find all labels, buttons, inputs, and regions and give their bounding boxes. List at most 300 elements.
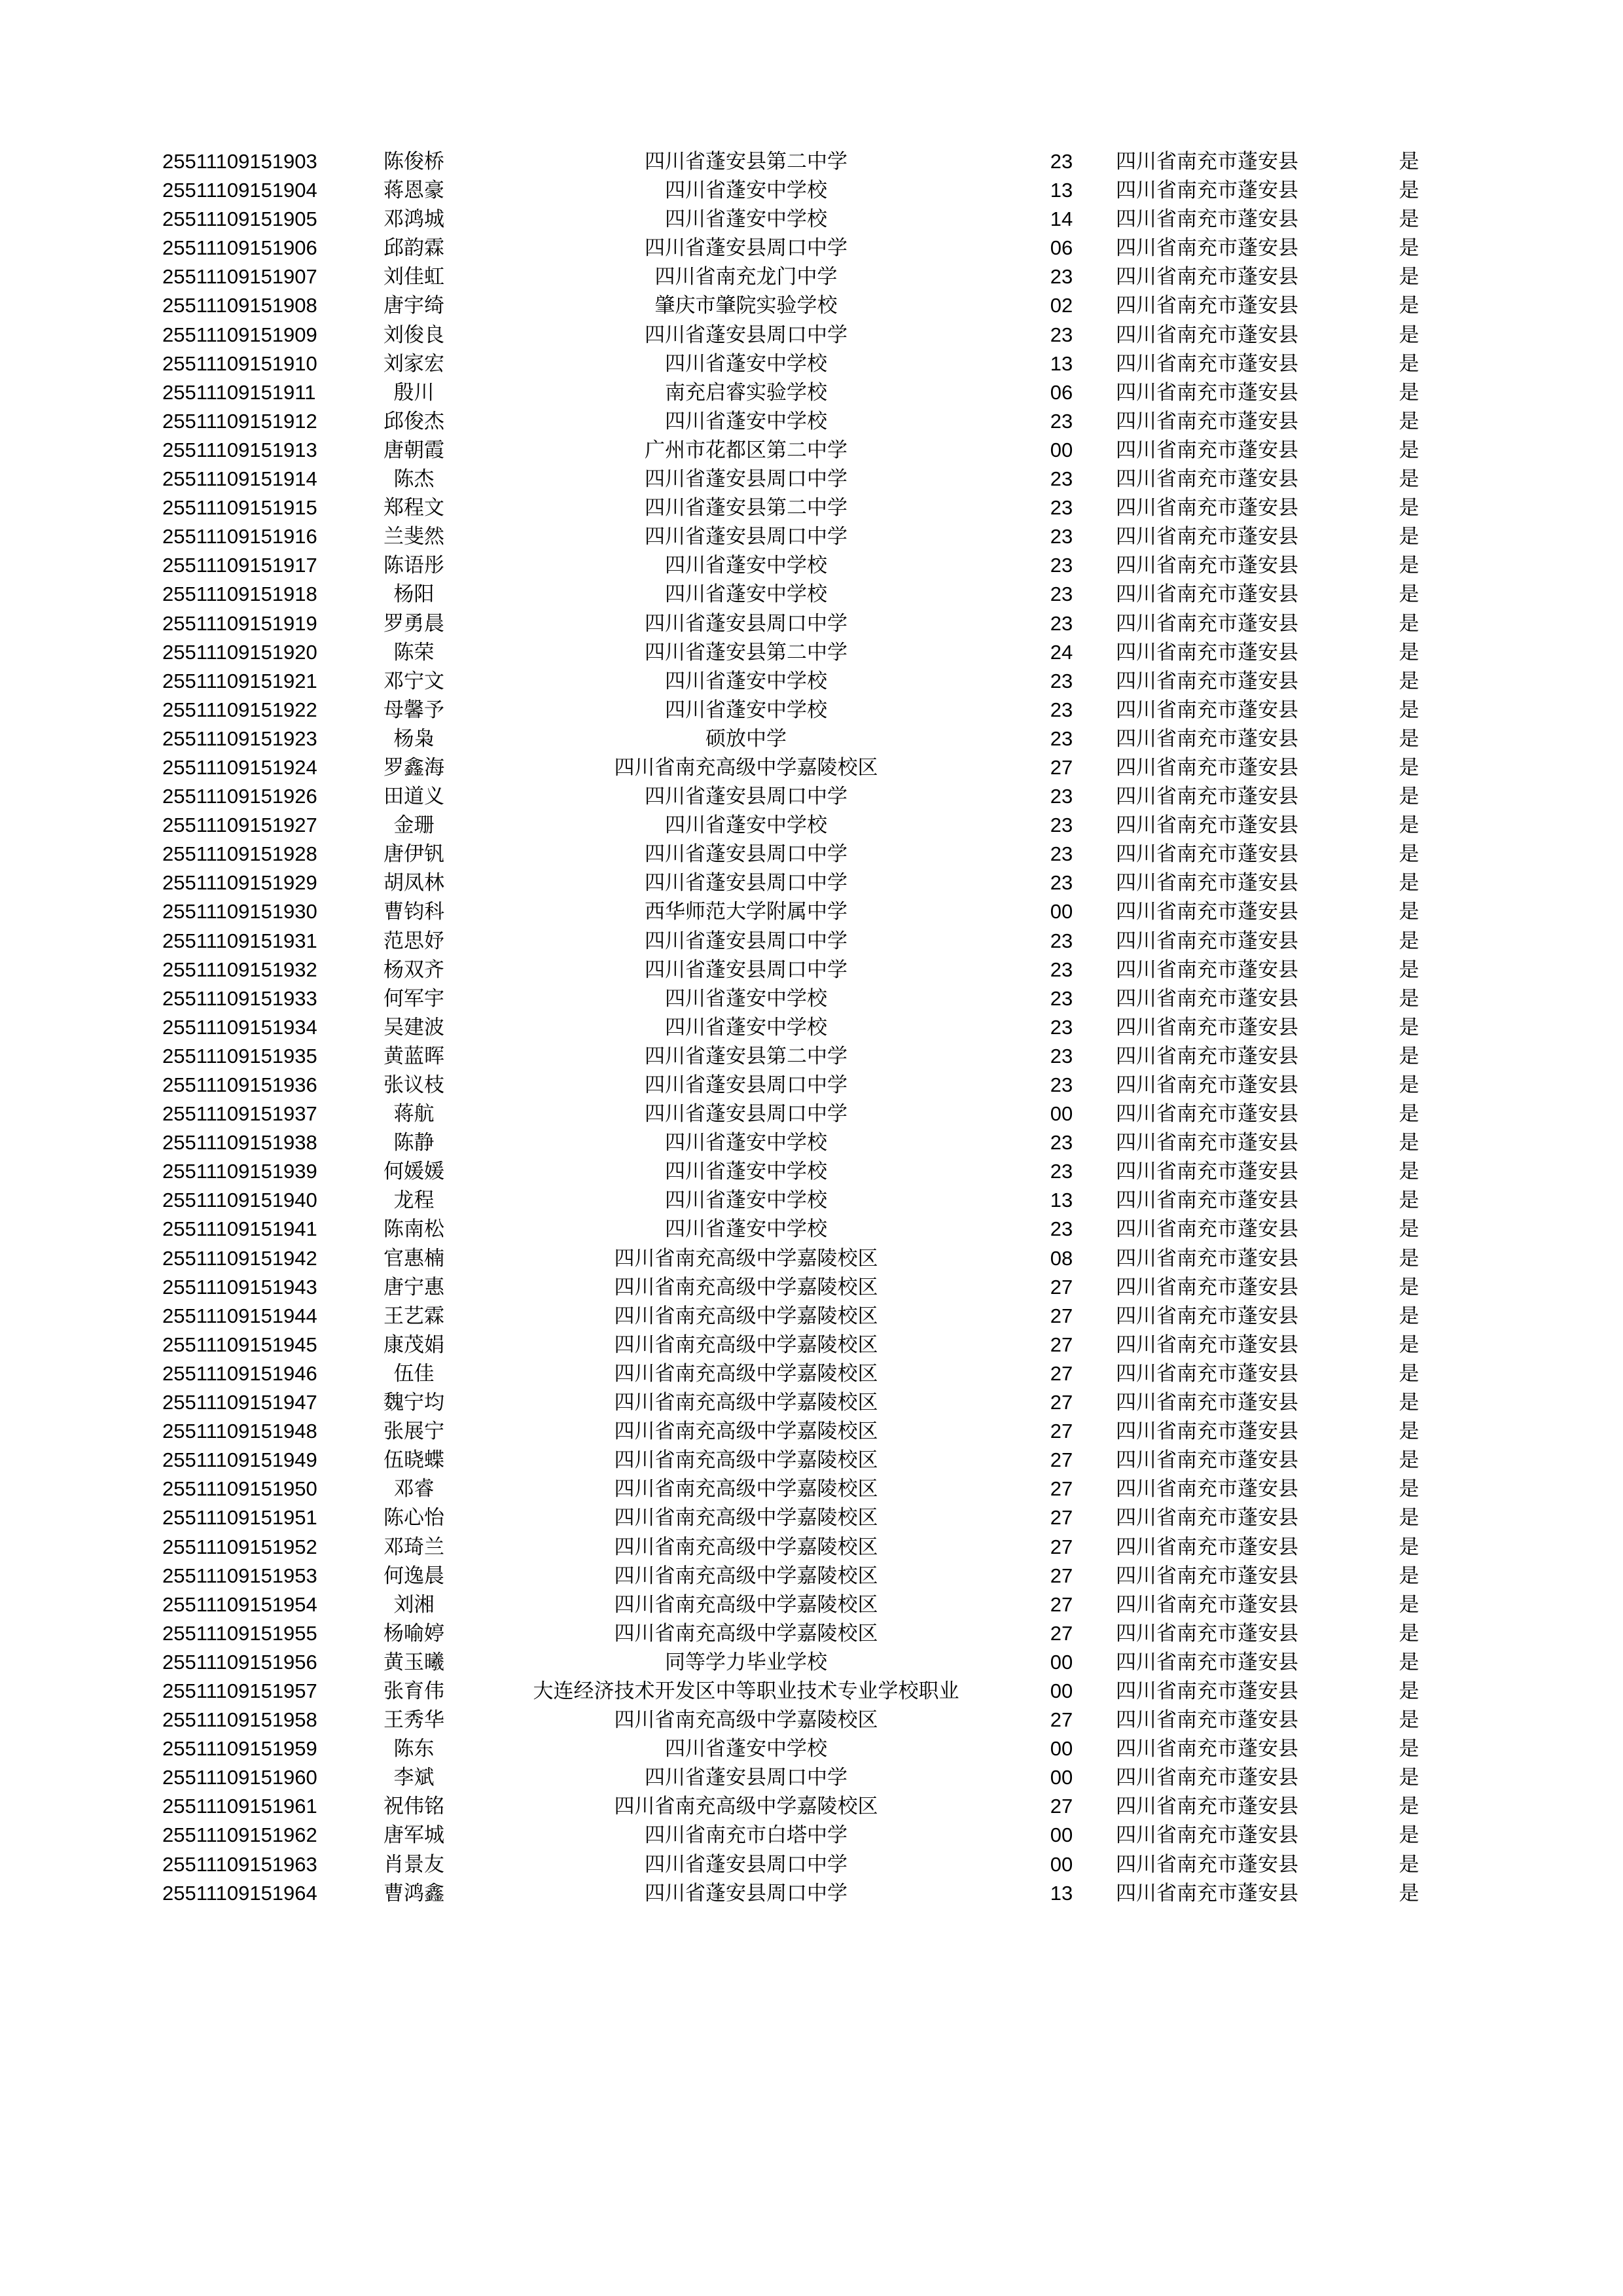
school-cell: 四川省南充高级中学嘉陵校区	[614, 755, 878, 780]
table-row	[0, 897, 1623, 926]
flag-cell: 是	[1399, 1131, 1419, 1155]
region-cell: 四川省南充市蓬安县	[1116, 726, 1298, 751]
table-row	[0, 1446, 1623, 1475]
school-cell: 西华师范大学附属中学	[645, 900, 847, 924]
name-cell: 邓琦兰	[383, 1535, 444, 1559]
region-cell: 四川省南充市蓬安县	[1116, 871, 1298, 895]
table-row	[0, 1013, 1623, 1042]
table-row	[0, 1273, 1623, 1302]
candidate-number-cell: 25511109151938	[162, 1131, 317, 1155]
region-cell: 四川省南充市蓬安县	[1116, 640, 1298, 664]
flag-cell: 是	[1399, 900, 1419, 924]
name-cell: 陈静	[393, 1131, 435, 1155]
school-cell: 四川省南充高级中学嘉陵校区	[614, 1333, 878, 1357]
candidate-number-cell: 25511109151932	[162, 958, 317, 981]
code-cell: 23	[1050, 265, 1073, 289]
candidate-number-cell: 25511109151943	[162, 1275, 317, 1299]
region-cell: 四川省南充市蓬安县	[1116, 1795, 1298, 1819]
candidate-number-cell: 25511109151951	[162, 1506, 317, 1530]
flag-cell: 是	[1399, 986, 1419, 1011]
region-cell: 四川省南充市蓬安县	[1116, 1160, 1298, 1184]
school-cell: 四川省南充高级中学嘉陵校区	[614, 1506, 878, 1530]
table-row	[0, 753, 1623, 782]
region-cell: 四川省南充市蓬安县	[1116, 1621, 1298, 1645]
candidate-number-cell: 25511109151915	[162, 496, 317, 520]
code-cell: 23	[1050, 929, 1073, 952]
code-cell: 27	[1050, 1621, 1073, 1645]
region-cell: 四川省南充市蓬安县	[1116, 1304, 1298, 1328]
region-cell: 四川省南充市蓬安县	[1116, 785, 1298, 809]
code-cell: 00	[1050, 1766, 1073, 1789]
candidate-number-cell: 25511109151906	[162, 236, 317, 260]
name-cell: 王艺霖	[383, 1304, 444, 1328]
code-cell: 27	[1050, 1795, 1073, 1818]
candidate-number-cell: 25511109151927	[162, 814, 317, 837]
school-cell: 四川省蓬安中学校	[665, 698, 827, 722]
code-cell: 27	[1050, 1361, 1073, 1385]
school-cell: 四川省蓬安县第二中学	[645, 150, 847, 173]
candidate-number-cell: 25511109151939	[162, 1160, 317, 1183]
candidate-number-cell: 25511109151960	[162, 1766, 317, 1789]
candidate-number-cell: 25511109151914	[162, 467, 317, 491]
flag-cell: 是	[1399, 496, 1419, 520]
table-row	[0, 1590, 1623, 1619]
flag-cell: 是	[1399, 1448, 1419, 1473]
school-cell: 四川省蓬安中学校	[665, 207, 827, 232]
candidate-number-cell: 25511109151949	[162, 1448, 317, 1472]
name-cell: 田道义	[383, 785, 444, 809]
code-cell: 00	[1050, 1737, 1073, 1761]
school-cell: 四川省蓬安县周口中学	[645, 323, 847, 347]
name-cell: 唐军城	[383, 1823, 444, 1848]
table-row	[0, 378, 1623, 407]
region-cell: 四川省南充市蓬安县	[1116, 1679, 1298, 1703]
name-cell: 邱韵霖	[383, 236, 444, 260]
table-row	[0, 407, 1623, 436]
name-cell: 张议枝	[383, 1073, 444, 1097]
code-cell: 13	[1050, 179, 1073, 202]
flag-cell: 是	[1399, 842, 1419, 867]
candidate-number-cell: 25511109151937	[162, 1102, 317, 1126]
flag-cell: 是	[1399, 1592, 1419, 1617]
name-cell: 康茂娟	[383, 1333, 444, 1357]
flag-cell: 是	[1399, 1333, 1419, 1357]
flag-cell: 是	[1399, 467, 1419, 492]
name-cell: 邓鸿城	[383, 207, 444, 232]
flag-cell: 是	[1399, 1217, 1419, 1242]
region-cell: 四川省南充市蓬安县	[1116, 1131, 1298, 1155]
flag-cell: 是	[1399, 380, 1419, 404]
flag-cell: 是	[1399, 871, 1419, 895]
table-row	[0, 350, 1623, 378]
region-cell: 四川省南充市蓬安县	[1116, 380, 1298, 404]
school-cell: 四川省蓬安县第二中学	[645, 496, 847, 520]
candidate-number-cell: 25511109151946	[162, 1361, 317, 1385]
school-cell: 四川省蓬安中学校	[665, 814, 827, 838]
school-cell: 广州市花都区第二中学	[645, 438, 847, 462]
name-cell: 曹钧科	[383, 900, 444, 924]
name-cell: 杨阳	[393, 583, 435, 607]
table-row	[0, 1619, 1623, 1648]
school-cell: 四川省蓬安县第二中学	[645, 1044, 847, 1068]
school-cell: 四川省蓬安中学校	[665, 583, 827, 607]
table-row	[0, 1533, 1623, 1562]
region-cell: 四川省南充市蓬安县	[1116, 1592, 1298, 1617]
candidate-number-cell: 25511109151956	[162, 1650, 317, 1674]
school-cell: 四川省南充高级中学嘉陵校区	[614, 1477, 878, 1501]
code-cell: 27	[1050, 1420, 1073, 1443]
flag-cell: 是	[1399, 726, 1419, 751]
table-row	[0, 1359, 1623, 1388]
code-cell: 23	[1050, 1217, 1073, 1241]
candidate-number-cell: 25511109151907	[162, 265, 317, 289]
name-cell: 陈南松	[383, 1217, 444, 1242]
school-cell: 南充启睿实验学校	[665, 380, 827, 404]
school-cell: 四川省南充高级中学嘉陵校区	[614, 1420, 878, 1444]
name-cell: 何逸晨	[383, 1564, 444, 1588]
table-row	[0, 638, 1623, 667]
code-cell: 23	[1050, 1073, 1073, 1096]
region-cell: 四川省南充市蓬安县	[1116, 1333, 1298, 1357]
school-cell: 四川省蓬安中学校	[665, 1015, 827, 1039]
region-cell: 四川省南充市蓬安县	[1116, 554, 1298, 578]
school-cell: 四川省南充高级中学嘉陵校区	[614, 1448, 878, 1473]
name-cell: 曹鸿鑫	[383, 1881, 444, 1905]
flag-cell: 是	[1399, 1852, 1419, 1876]
code-cell: 27	[1050, 1592, 1073, 1616]
table-row	[0, 1128, 1623, 1157]
candidate-number-cell: 25511109151931	[162, 929, 317, 952]
code-cell: 08	[1050, 1246, 1073, 1270]
code-cell: 13	[1050, 1881, 1073, 1905]
region-cell: 四川省南充市蓬安县	[1116, 1246, 1298, 1270]
name-cell: 刘家宏	[383, 351, 444, 376]
flag-cell: 是	[1399, 1795, 1419, 1819]
school-cell: 四川省南充高级中学嘉陵校区	[614, 1361, 878, 1386]
name-cell: 陈杰	[393, 467, 435, 492]
table-row	[0, 1215, 1623, 1244]
flag-cell: 是	[1399, 1015, 1419, 1039]
school-cell: 四川省蓬安县周口中学	[645, 842, 847, 867]
school-cell: 四川省蓬安县周口中学	[645, 1102, 847, 1126]
candidate-number-cell: 25511109151919	[162, 611, 317, 635]
flag-cell: 是	[1399, 669, 1419, 693]
code-cell: 27	[1050, 1275, 1073, 1299]
region-cell: 四川省南充市蓬安县	[1116, 1766, 1298, 1790]
table-row	[0, 1244, 1623, 1273]
code-cell: 00	[1050, 1852, 1073, 1876]
name-cell: 黄蓝晖	[383, 1044, 444, 1068]
code-cell: 23	[1050, 525, 1073, 548]
name-cell: 肖景友	[383, 1852, 444, 1876]
school-cell: 四川省蓬安县第二中学	[645, 640, 847, 664]
flag-cell: 是	[1399, 265, 1419, 289]
candidate-number-cell: 25511109151934	[162, 1015, 317, 1039]
table-row	[0, 1186, 1623, 1215]
candidate-number-cell: 25511109151958	[162, 1708, 317, 1732]
region-cell: 四川省南充市蓬安县	[1116, 958, 1298, 982]
candidate-number-cell: 25511109151964	[162, 1881, 317, 1905]
school-cell: 四川省蓬安中学校	[665, 409, 827, 433]
code-cell: 23	[1050, 467, 1073, 491]
school-cell: 四川省南充市白塔中学	[645, 1823, 847, 1848]
flag-cell: 是	[1399, 583, 1419, 607]
table-row	[0, 1157, 1623, 1186]
school-cell: 四川省蓬安县周口中学	[645, 1852, 847, 1876]
name-cell: 唐宇绮	[383, 294, 444, 318]
flag-cell: 是	[1399, 1506, 1419, 1530]
code-cell: 27	[1050, 1391, 1073, 1414]
name-cell: 刘佳虹	[383, 265, 444, 289]
table-row	[0, 147, 1623, 176]
region-cell: 四川省南充市蓬安县	[1116, 1448, 1298, 1473]
code-cell: 13	[1050, 1189, 1073, 1212]
flag-cell: 是	[1399, 1564, 1419, 1588]
region-cell: 四川省南充市蓬安县	[1116, 669, 1298, 693]
region-cell: 四川省南充市蓬安县	[1116, 1564, 1298, 1588]
name-cell: 母馨予	[383, 698, 444, 722]
name-cell: 伍晓蝶	[383, 1448, 444, 1473]
flag-cell: 是	[1399, 409, 1419, 433]
region-cell: 四川省南充市蓬安县	[1116, 1708, 1298, 1732]
name-cell: 陈俊桥	[383, 150, 444, 173]
school-cell: 四川省南充高级中学嘉陵校区	[614, 1275, 878, 1299]
table-row	[0, 176, 1623, 205]
code-cell: 27	[1050, 755, 1073, 779]
candidate-number-cell: 25511109151948	[162, 1420, 317, 1443]
candidate-number-cell: 25511109151926	[162, 785, 317, 808]
school-cell: 四川省南充高级中学嘉陵校区	[614, 1708, 878, 1732]
name-cell: 兰斐然	[383, 525, 444, 549]
candidate-number-cell: 25511109151921	[162, 669, 317, 692]
flag-cell: 是	[1399, 554, 1419, 578]
region-cell: 四川省南充市蓬安县	[1116, 150, 1298, 173]
candidate-number-cell: 25511109151959	[162, 1737, 317, 1761]
region-cell: 四川省南充市蓬安县	[1116, 900, 1298, 924]
region-cell: 四川省南充市蓬安县	[1116, 294, 1298, 318]
region-cell: 四川省南充市蓬安县	[1116, 929, 1298, 953]
region-cell: 四川省南充市蓬安县	[1116, 265, 1298, 289]
school-cell: 四川省南充高级中学嘉陵校区	[614, 1391, 878, 1415]
name-cell: 王秀华	[383, 1708, 444, 1732]
candidate-number-cell: 25511109151952	[162, 1535, 317, 1558]
region-cell: 四川省南充市蓬安县	[1116, 842, 1298, 867]
code-cell: 23	[1050, 698, 1073, 721]
candidate-number-cell: 25511109151940	[162, 1189, 317, 1212]
code-cell: 00	[1050, 438, 1073, 461]
code-cell: 06	[1050, 236, 1073, 260]
code-cell: 23	[1050, 785, 1073, 808]
code-cell: 24	[1050, 640, 1073, 664]
table-row	[0, 1475, 1623, 1503]
flag-cell: 是	[1399, 1189, 1419, 1213]
school-cell: 四川省蓬安县周口中学	[645, 525, 847, 549]
table-row	[0, 1417, 1623, 1446]
region-cell: 四川省南充市蓬安县	[1116, 698, 1298, 722]
table-row	[0, 1879, 1623, 1908]
school-cell: 四川省南充高级中学嘉陵校区	[614, 1795, 878, 1819]
region-cell: 四川省南充市蓬安县	[1116, 1506, 1298, 1530]
flag-cell: 是	[1399, 1246, 1419, 1270]
region-cell: 四川省南充市蓬安县	[1116, 1535, 1298, 1559]
name-cell: 杨双齐	[383, 958, 444, 982]
table-row	[0, 1648, 1623, 1677]
school-cell: 四川省南充龙门中学	[654, 265, 838, 289]
flag-cell: 是	[1399, 1823, 1419, 1848]
candidate-number-cell: 25511109151936	[162, 1073, 317, 1096]
candidate-number-cell: 25511109151941	[162, 1217, 317, 1241]
code-cell: 23	[1050, 1044, 1073, 1067]
table-row	[0, 234, 1623, 262]
candidate-number-cell: 25511109151953	[162, 1564, 317, 1587]
name-cell: 祝伟铭	[383, 1795, 444, 1819]
name-cell: 蒋恩豪	[383, 179, 444, 203]
table-row	[0, 1331, 1623, 1359]
name-cell: 何媛媛	[383, 1160, 444, 1184]
code-cell: 14	[1050, 207, 1073, 231]
school-cell: 四川省蓬安中学校	[665, 669, 827, 693]
school-cell: 四川省蓬安中学校	[665, 1160, 827, 1184]
school-cell: 四川省蓬安县周口中学	[645, 1881, 847, 1905]
code-cell: 00	[1050, 1679, 1073, 1702]
flag-cell: 是	[1399, 323, 1419, 347]
school-cell: 肇庆市肇院实验学校	[654, 294, 838, 318]
school-cell: 四川省蓬安县周口中学	[645, 785, 847, 809]
name-cell: 陈东	[393, 1737, 435, 1761]
region-cell: 四川省南充市蓬安县	[1116, 583, 1298, 607]
school-cell: 四川省蓬安县周口中学	[645, 871, 847, 895]
school-cell: 四川省蓬安县周口中学	[645, 958, 847, 982]
region-cell: 四川省南充市蓬安县	[1116, 409, 1298, 433]
flag-cell: 是	[1399, 1881, 1419, 1905]
region-cell: 四川省南充市蓬安县	[1116, 1044, 1298, 1068]
code-cell: 23	[1050, 814, 1073, 837]
region-cell: 四川省南充市蓬安县	[1116, 1881, 1298, 1905]
flag-cell: 是	[1399, 814, 1419, 838]
name-cell: 邱俊杰	[383, 409, 444, 433]
flag-cell: 是	[1399, 236, 1419, 260]
flag-cell: 是	[1399, 150, 1419, 173]
table-row	[0, 869, 1623, 897]
name-cell: 官惠楠	[383, 1246, 444, 1270]
flag-cell: 是	[1399, 1737, 1419, 1761]
table-row	[0, 262, 1623, 291]
name-cell: 金珊	[393, 814, 435, 838]
region-cell: 四川省南充市蓬安县	[1116, 467, 1298, 492]
school-cell: 四川省南充高级中学嘉陵校区	[614, 1535, 878, 1559]
table-row	[0, 205, 1623, 234]
flag-cell: 是	[1399, 929, 1419, 953]
school-cell: 四川省南充高级中学嘉陵校区	[614, 1304, 878, 1328]
name-cell: 刘湘	[393, 1592, 435, 1617]
candidate-number-cell: 25511109151942	[162, 1246, 317, 1270]
code-cell: 23	[1050, 323, 1073, 346]
name-cell: 李斌	[393, 1766, 435, 1790]
region-cell: 四川省南充市蓬安县	[1116, 525, 1298, 549]
code-cell: 00	[1050, 1650, 1073, 1674]
school-cell: 四川省蓬安中学校	[665, 986, 827, 1011]
region-cell: 四川省南充市蓬安县	[1116, 986, 1298, 1011]
school-cell: 四川省蓬安中学校	[665, 179, 827, 203]
flag-cell: 是	[1399, 1621, 1419, 1645]
region-cell: 四川省南充市蓬安县	[1116, 1102, 1298, 1126]
school-cell: 四川省蓬安中学校	[665, 554, 827, 578]
flag-cell: 是	[1399, 1044, 1419, 1068]
name-cell: 刘俊良	[383, 323, 444, 347]
table-row	[0, 1763, 1623, 1792]
table-row	[0, 609, 1623, 638]
flag-cell: 是	[1399, 958, 1419, 982]
flag-cell: 是	[1399, 1275, 1419, 1299]
region-cell: 四川省南充市蓬安县	[1116, 1189, 1298, 1213]
name-cell: 陈语彤	[383, 554, 444, 578]
table-row	[0, 436, 1623, 465]
school-cell: 四川省蓬安县周口中学	[645, 236, 847, 260]
candidate-number-cell: 25511109151908	[162, 294, 317, 317]
region-cell: 四川省南充市蓬安县	[1116, 351, 1298, 376]
candidate-number-cell: 25511109151911	[162, 380, 316, 404]
table-row	[0, 493, 1623, 522]
flag-cell: 是	[1399, 1679, 1419, 1703]
candidate-number-cell: 25511109151904	[162, 179, 317, 202]
table-row	[0, 1042, 1623, 1071]
school-cell: 四川省蓬安中学校	[665, 1189, 827, 1213]
table-row	[0, 291, 1623, 320]
candidate-number-cell: 25511109151903	[162, 150, 317, 173]
table-row	[0, 551, 1623, 580]
code-cell: 13	[1050, 351, 1073, 375]
code-cell: 27	[1050, 1564, 1073, 1587]
region-cell: 四川省南充市蓬安县	[1116, 496, 1298, 520]
name-cell: 伍佳	[393, 1361, 435, 1386]
table-row	[0, 1388, 1623, 1417]
code-cell: 02	[1050, 294, 1073, 317]
candidate-number-cell: 25511109151961	[162, 1795, 317, 1818]
code-cell: 23	[1050, 726, 1073, 750]
code-cell: 23	[1050, 1160, 1073, 1183]
school-cell: 大连经济技术开发区中等职业技术专业学校职业	[533, 1679, 959, 1703]
code-cell: 27	[1050, 1506, 1073, 1530]
region-cell: 四川省南充市蓬安县	[1116, 179, 1298, 203]
table-row	[0, 1792, 1623, 1821]
school-cell: 四川省蓬安中学校	[665, 1131, 827, 1155]
flag-cell: 是	[1399, 1073, 1419, 1097]
region-cell: 四川省南充市蓬安县	[1116, 323, 1298, 347]
code-cell: 27	[1050, 1535, 1073, 1558]
school-cell: 四川省蓬安县周口中学	[645, 1766, 847, 1790]
region-cell: 四川省南充市蓬安县	[1116, 1477, 1298, 1501]
candidate-number-cell: 25511109151928	[162, 842, 317, 866]
flag-cell: 是	[1399, 785, 1419, 809]
table-row	[0, 956, 1623, 984]
region-cell: 四川省南充市蓬安县	[1116, 438, 1298, 462]
code-cell: 23	[1050, 554, 1073, 577]
school-cell: 四川省蓬安县周口中学	[645, 467, 847, 492]
candidate-number-cell: 25511109151954	[162, 1592, 317, 1616]
table-row	[0, 1734, 1623, 1763]
table-row	[0, 1821, 1623, 1850]
code-cell: 00	[1050, 1823, 1073, 1847]
school-cell: 四川省南充高级中学嘉陵校区	[614, 1592, 878, 1617]
candidate-number-cell: 25511109151957	[162, 1679, 317, 1702]
region-cell: 四川省南充市蓬安县	[1116, 236, 1298, 260]
code-cell: 27	[1050, 1333, 1073, 1356]
code-cell: 23	[1050, 842, 1073, 866]
region-cell: 四川省南充市蓬安县	[1116, 1073, 1298, 1097]
flag-cell: 是	[1399, 1766, 1419, 1790]
flag-cell: 是	[1399, 438, 1419, 462]
flag-cell: 是	[1399, 207, 1419, 232]
